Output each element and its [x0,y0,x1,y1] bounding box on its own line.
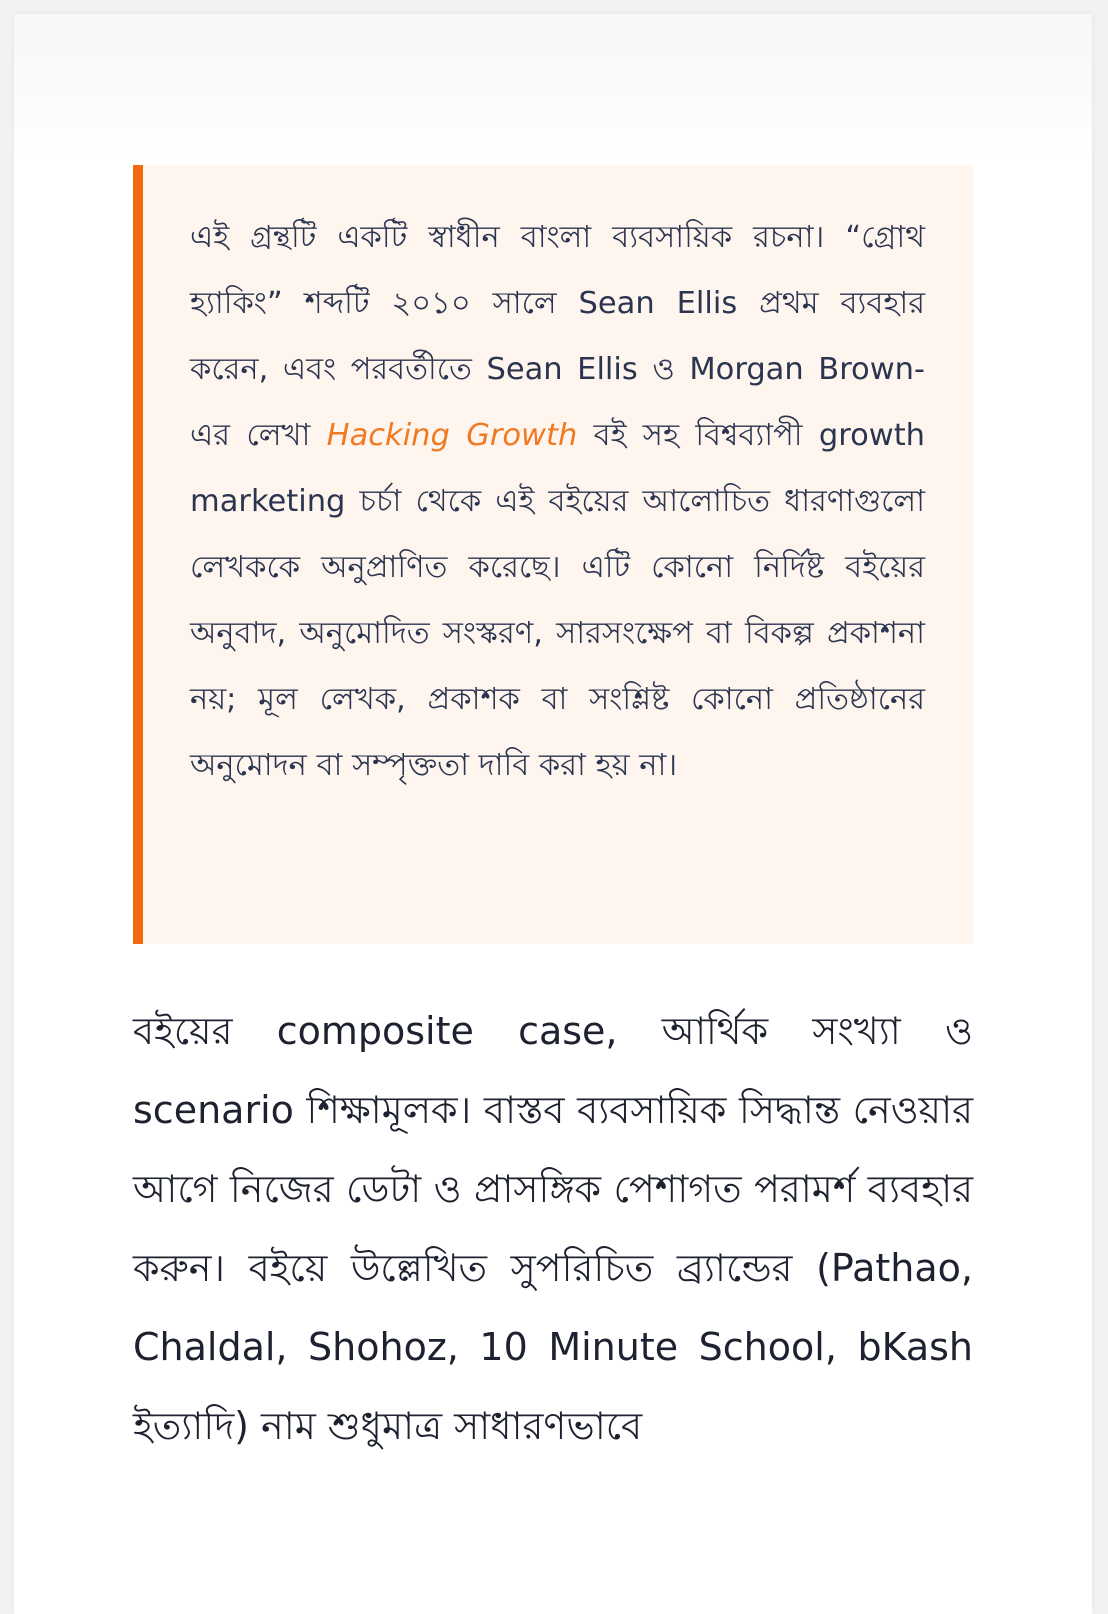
body-paragraph: বইয়ের composite case, আর্থিক সংখ্যা ও scenario শিক্ষামূলক। বাস্তব ব্যবসায়িক সিদ্ধান্ত নেওয়ার আগে নিজের ডেটা ও প্রাসঙ্গিক পেশাগত পরামর্শ ব্যবহার করুন। বইয়ে উল্লেখিত সুপরিচিত ব্র্যান্ডের (Pathao, Chaldal, Shohoz, 10 Minute School, bKash ইত্যাদি) নাম শুধুমাত্র সাধারণভাবে [133,1009,973,1448]
document-page [14,14,1092,1614]
page-header-fade [14,14,1092,164]
disclaimer-text [190,205,925,799]
disclaimer-callout [133,165,973,944]
book-title-hacking-growth: Hacking Growth [326,418,578,453]
disclaimer-text-part-1: এই গ্রন্থটি একটি স্বাধীন বাংলা ব্যবসায়িক রচনা। “গ্রোথ হ্যাকিং” শব্দটি ২০১০ সালে Sean Ellis প্রথম ব্যবহার করেন, এবং পরবর্তীতে Sean Ellis ও Morgan Brown-এর লেখা [190,220,925,453]
disclaimer-text-part-2: বই সহ বিশ্বব্যাপী growth marketing চর্চা থেকে এই বইয়ের আলোচিত ধারণাগুলো লেখককে অনুপ্রাণিত করেছে। এটি কোনো নির্দিষ্ট বইয়ের অনুবাদ, অনুমোদিত সংস্করণ, সারসংক্ষেপ বা বিকল্প প্রকাশনা নয়; মূল লেখক, প্রকাশক বা সংশ্লিষ্ট কোনো প্রতিষ্ঠানের অনুমোদন বা সম্পৃক্ততা দাবি করা হয় না। [190,418,925,783]
